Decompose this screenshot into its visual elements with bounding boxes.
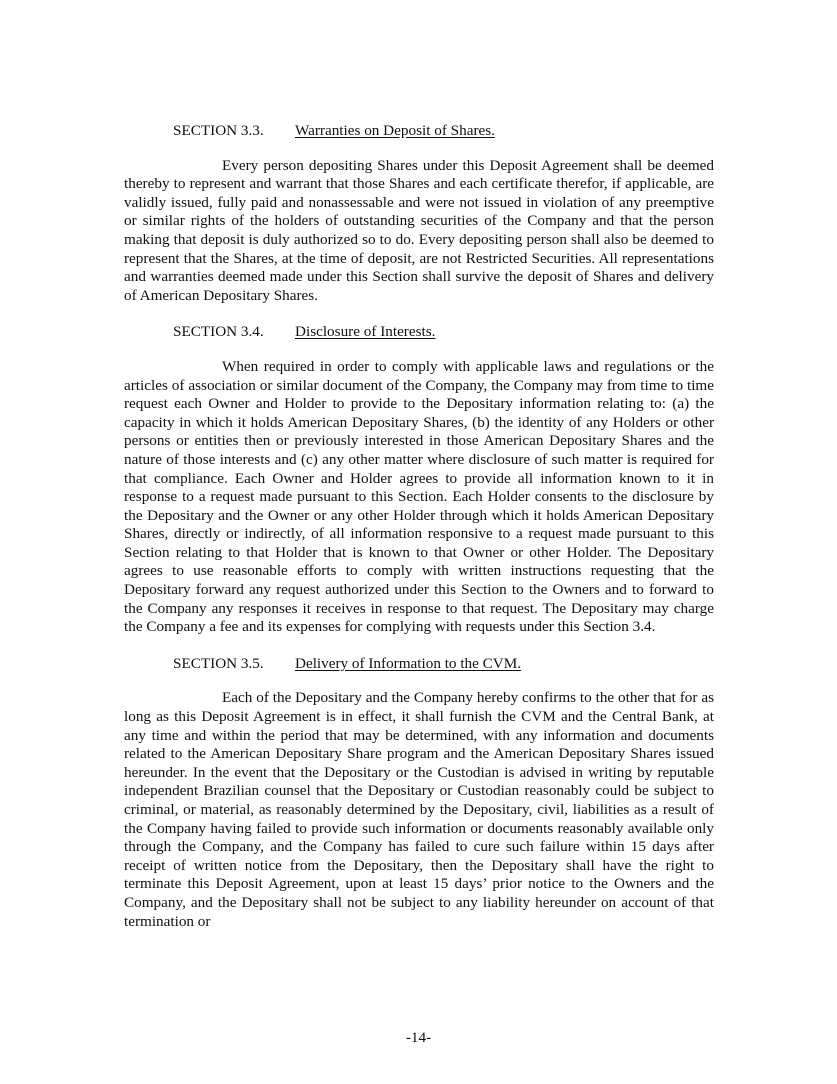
section-heading-3-5 [173,655,714,674]
section-number: SECTION 3.5. [173,654,264,672]
page-number: -14- [405,1029,432,1046]
section-body: When required in order to comply with applicable laws and regulations or the articles of association or similar document of the Company, the Company may from time to time request each Owner and Holder to provide to the Depositary information relating to: (a) the capacity in which it holds American Depositary Shares, (b) the identity of any Holders or other persons or entities then or previously interested in those American Depositary Shares and the nature of those interests and (c) any other matter where disclosure of such matter is required for that compliance. Each Owner and Holder agrees to provide all information known to it in response to a request made pursuant to this Section. Each Holder consents to the disclosure by the Depositary and the Owner or any other Holder through which it holds American Depositary Shares, directly or indirectly, of all information responsive to a request made pursuant to this Section relating to that Holder that is known to that Owner or other Holder. The Depositary agrees to use reasonable efforts to comply with written instructions requesting that the Depositary forward any request authorized under this Section to the Owners and to forward to the Company any responses it receives in response to that request. The Depositary may charge the Company a fee and its expenses for complying with requests under this Section 3.4. [124,357,714,636]
section-body: Every person depositing Shares under this Deposit Agreement shall be deemed thereby to represent and warrant that those Shares and each certificate therefor, if applicable, are validly issued, fully paid and nonassessable and were not issued in violation of any preemptive or similar rights of the holders of outstanding securities of the Company and that the person making that deposit is duly authorized so to do. Every depositing person shall also be deemed to represent that the Shares, at the time of deposit, are not Restricted Securities. All representations and warranties deemed made under this Section shall survive the deposit of Shares and delivery of American Depositary Shares. [124,156,714,304]
section-heading-3-3 [173,122,714,141]
section-title: Warranties on Deposit of Shares. [295,122,495,139]
section-body: Each of the Depositary and the Company hereby confirms to the other that for as long as this Deposit Agreement is in effect, it shall furnish the CVM and the Central Bank, at any time and within the period that may be determined, with any information and documents related to the American Depositary Share program and the American Depositary Shares issued hereunder. In the event that the Depositary or the Custodian is advised in writing by reputable independent Brazilian counsel that the Depositary or Custodian reasonably could be subject to criminal, or material, as reasonably determined by the Depositary, civil, liabilities as a result of the Company having failed to provide such information or documents reasonably available only through the Company, and the Company has failed to cure such failure within 15 days after receipt of written notice from the Depositary, then the Depositary shall have the right to terminate this Deposit Agreement, upon at least 15 days’ prior notice to the Owners and the Company, and the Depositary shall not be subject to any liability hereunder on account of that termination or [124,689,714,930]
section-number: SECTION 3.4. [173,323,264,341]
section-title: Delivery of Information to the CVM. [295,654,522,672]
page-content [124,122,714,949]
section-heading-3-4 [173,323,714,342]
section-number: SECTION 3.3. [173,122,264,139]
section-title: Disclosure of Interests. [295,323,436,341]
